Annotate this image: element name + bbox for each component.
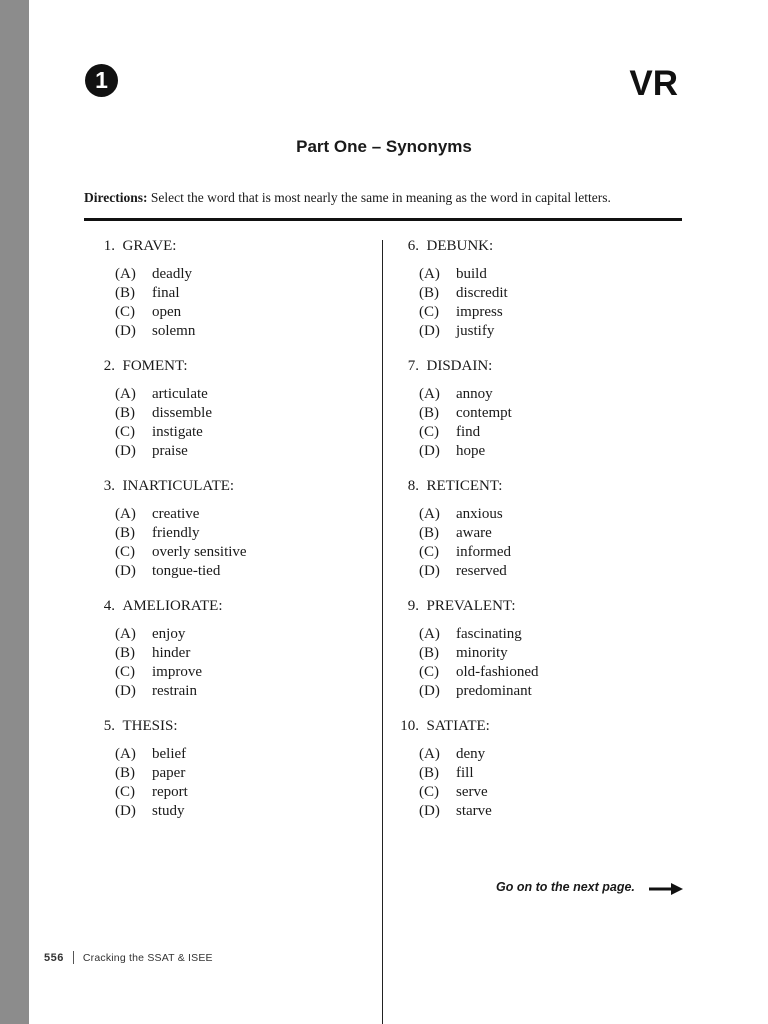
choice-letter: (A) — [115, 506, 136, 522]
answer-choice[interactable] — [115, 322, 374, 341]
choice-letter: (B) — [419, 525, 439, 541]
question-stem — [84, 596, 374, 616]
choice-letter: (C) — [115, 784, 135, 800]
choice-text: hope — [456, 443, 486, 459]
answer-choice[interactable] — [419, 802, 678, 821]
choice-text: reserved — [456, 563, 507, 579]
directions-text: Select the word that is most nearly the same in meaning as the word in capital letters. — [147, 190, 611, 205]
answer-choice[interactable] — [115, 385, 374, 404]
choice-text: report — [152, 784, 188, 800]
answer-choice[interactable] — [115, 663, 374, 682]
choice-text: friendly — [152, 525, 200, 541]
choice-text: belief — [152, 746, 187, 762]
answer-choice[interactable] — [419, 322, 678, 341]
choice-text: improve — [152, 664, 202, 680]
choice-text: tongue-tied — [152, 563, 221, 579]
answer-choice[interactable] — [115, 682, 374, 701]
choice-text: articulate — [152, 386, 208, 402]
choice-text: aware — [456, 525, 492, 541]
answer-choice[interactable] — [115, 303, 374, 322]
choice-text: open — [152, 304, 182, 320]
choice-text: praise — [152, 443, 188, 459]
question — [388, 476, 678, 596]
question-column-right — [388, 236, 678, 836]
choice-text: contempt — [456, 405, 512, 421]
answer-choices — [115, 625, 374, 701]
question-stem — [84, 236, 374, 256]
choice-letter: (A) — [419, 386, 440, 402]
question-word: GRAVE: — [122, 238, 177, 254]
answer-choice[interactable] — [115, 404, 374, 423]
answer-choices — [419, 625, 678, 701]
answer-choice[interactable] — [419, 663, 678, 682]
page-number: 556 — [44, 951, 64, 964]
choice-text: final — [152, 285, 180, 301]
answer-choice[interactable] — [419, 644, 678, 663]
answer-choice[interactable] — [115, 644, 374, 663]
choice-letter: (C) — [419, 424, 439, 440]
question-word: AMELIORATE: — [122, 598, 223, 614]
answer-choice[interactable] — [419, 764, 678, 783]
question — [388, 356, 678, 476]
choice-letter: (D) — [115, 803, 136, 819]
choice-letter: (D) — [115, 683, 136, 699]
choice-letter: (B) — [419, 405, 439, 421]
question-word: THESIS: — [122, 718, 178, 734]
answer-choice[interactable] — [419, 783, 678, 802]
page-footer — [44, 951, 213, 964]
answer-choice[interactable] — [115, 625, 374, 644]
answer-choice[interactable] — [115, 284, 374, 303]
question-number: 2. — [103, 358, 115, 374]
footer-separator — [73, 951, 74, 964]
choice-text: paper — [152, 765, 186, 781]
question-word: RETICENT: — [426, 478, 503, 494]
directions — [84, 190, 611, 206]
question-stem — [388, 596, 678, 616]
choice-letter: (C) — [419, 784, 439, 800]
answer-choice[interactable] — [115, 505, 374, 524]
choice-letter: (D) — [419, 803, 440, 819]
choice-text: annoy — [456, 386, 493, 402]
question-number: 7. — [407, 358, 419, 374]
answer-choice[interactable] — [115, 562, 374, 581]
answer-choices — [115, 505, 374, 581]
question-stem — [84, 476, 374, 496]
question-number: 8. — [407, 478, 419, 494]
question-column-left — [84, 236, 374, 836]
choice-letter: (B) — [115, 525, 135, 541]
answer-choice[interactable] — [115, 524, 374, 543]
choice-text: fill — [456, 765, 474, 781]
question-word: SATIATE: — [426, 718, 490, 734]
choice-letter: (A) — [115, 386, 136, 402]
answer-choices — [115, 745, 374, 821]
question-stem — [388, 356, 678, 376]
answer-choice[interactable] — [419, 404, 678, 423]
answer-choice[interactable] — [115, 423, 374, 442]
arrow-right-icon — [649, 882, 683, 896]
choice-letter: (C) — [115, 304, 135, 320]
answer-choice[interactable] — [419, 524, 678, 543]
answer-choice[interactable] — [115, 802, 374, 821]
choice-letter: (B) — [419, 285, 439, 301]
answer-choice[interactable] — [115, 442, 374, 461]
choice-text: overly sensitive — [152, 544, 247, 560]
answer-choice[interactable] — [419, 505, 678, 524]
choice-text: old-fashioned — [456, 664, 539, 680]
choice-letter: (A) — [115, 746, 136, 762]
answer-choice[interactable] — [419, 284, 678, 303]
answer-choice[interactable] — [115, 783, 374, 802]
choice-text: discredit — [456, 285, 508, 301]
answer-choice[interactable] — [419, 265, 678, 284]
question-stem — [84, 716, 374, 736]
choice-text: deny — [456, 746, 486, 762]
answer-choices — [419, 385, 678, 461]
choice-text: solemn — [152, 323, 196, 339]
choice-letter: (A) — [115, 266, 136, 282]
choice-letter: (C) — [115, 544, 135, 560]
question-stem — [388, 716, 678, 736]
directions-label: Directions: — [84, 190, 148, 205]
answer-choice[interactable] — [115, 543, 374, 562]
choice-text: predominant — [456, 683, 532, 699]
choice-letter: (B) — [115, 285, 135, 301]
answer-choice[interactable] — [419, 442, 678, 461]
choice-letter: (B) — [115, 765, 135, 781]
question-stem — [84, 356, 374, 376]
choice-letter: (D) — [419, 443, 440, 459]
answer-choice[interactable] — [115, 265, 374, 284]
choice-letter: (C) — [419, 304, 439, 320]
choice-text: impress — [456, 304, 503, 320]
question-word: DEBUNK: — [426, 238, 494, 254]
question-number: 5. — [103, 718, 115, 734]
answer-choices — [419, 505, 678, 581]
column-divider — [382, 240, 383, 1024]
answer-choice[interactable] — [419, 682, 678, 701]
choice-text: minority — [456, 645, 508, 661]
choice-letter: (B) — [115, 645, 135, 661]
answer-choices — [115, 265, 374, 341]
choice-letter: (D) — [419, 323, 440, 339]
question — [84, 476, 374, 596]
answer-choice[interactable] — [419, 543, 678, 562]
answer-choice[interactable] — [419, 625, 678, 644]
question — [84, 596, 374, 716]
answer-choice[interactable] — [419, 385, 678, 404]
question-stem — [388, 476, 678, 496]
part-title: Part One – Synonyms — [296, 137, 472, 156]
question — [84, 236, 374, 356]
choice-text: fascinating — [456, 626, 522, 642]
answer-choice[interactable] — [419, 745, 678, 764]
choice-text: informed — [456, 544, 511, 560]
choice-letter: (C) — [115, 664, 135, 680]
choice-letter: (C) — [419, 544, 439, 560]
question — [84, 716, 374, 836]
answer-choice[interactable] — [115, 764, 374, 783]
choice-text: deadly — [152, 266, 192, 282]
answer-choices — [419, 265, 678, 341]
choice-letter: (A) — [115, 626, 136, 642]
question-word: DISDAIN: — [426, 358, 493, 374]
choice-letter: (D) — [419, 683, 440, 699]
question-stem — [388, 236, 678, 256]
choice-letter: (A) — [419, 266, 440, 282]
answer-choices — [115, 385, 374, 461]
choice-text: anxious — [456, 506, 503, 522]
choice-letter: (B) — [419, 645, 439, 661]
book-title: Cracking the SSAT & ISEE — [82, 951, 213, 964]
answer-choice[interactable] — [419, 423, 678, 442]
choice-letter: (D) — [419, 563, 440, 579]
question-word: INARTICULATE: — [122, 478, 235, 494]
question-number: 3. — [103, 478, 115, 494]
choice-letter: (B) — [419, 765, 439, 781]
choice-letter: (A) — [419, 506, 440, 522]
choice-text: instigate — [152, 424, 203, 440]
question — [388, 596, 678, 716]
choice-text: creative — [152, 506, 200, 522]
go-on-notice: Go on to the next page. — [496, 880, 635, 894]
choice-text: hinder — [152, 645, 191, 661]
question-word: FOMENT: — [122, 358, 188, 374]
choice-text: restrain — [152, 683, 197, 699]
question-number: 1. — [103, 238, 115, 254]
question — [388, 236, 678, 356]
answer-choice[interactable] — [115, 745, 374, 764]
choice-letter: (C) — [115, 424, 135, 440]
question-number: 10. — [400, 718, 419, 734]
answer-choice[interactable] — [419, 303, 678, 322]
choice-text: dissemble — [152, 405, 212, 421]
choice-letter: (A) — [419, 626, 440, 642]
choice-text: starve — [456, 803, 492, 819]
choice-letter: (B) — [115, 405, 135, 421]
choice-text: find — [456, 424, 481, 440]
choice-text: justify — [456, 323, 495, 339]
choice-letter: (D) — [115, 443, 136, 459]
question-number: 9. — [407, 598, 419, 614]
section-number-badge: 1 — [85, 64, 118, 97]
choice-letter: (D) — [115, 563, 136, 579]
choice-text: study — [152, 803, 185, 819]
choice-text: build — [456, 266, 487, 282]
question — [84, 356, 374, 476]
choice-letter: (A) — [419, 746, 440, 762]
question-number: 6. — [407, 238, 419, 254]
question-number: 4. — [103, 598, 115, 614]
answer-choice[interactable] — [419, 562, 678, 581]
choice-letter: (D) — [115, 323, 136, 339]
choice-letter: (C) — [419, 664, 439, 680]
header-rule — [84, 218, 682, 221]
question — [388, 716, 678, 836]
answer-choices — [419, 745, 678, 821]
section-code: VR — [629, 64, 678, 103]
choice-text: serve — [456, 784, 488, 800]
question-word: PREVALENT: — [426, 598, 516, 614]
choice-text: enjoy — [152, 626, 186, 642]
